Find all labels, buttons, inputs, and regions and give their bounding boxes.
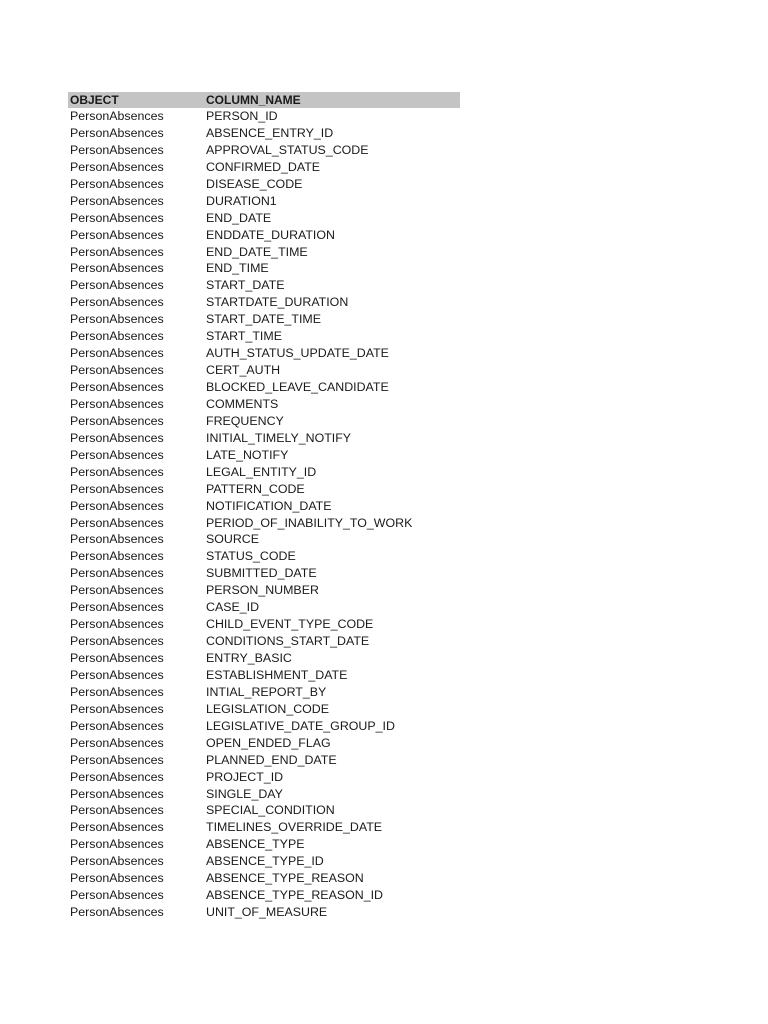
table-row	[68, 786, 460, 803]
table-row	[68, 260, 460, 277]
table-row	[68, 599, 460, 616]
cell-column-name: PLANNED_END_DATE	[206, 752, 337, 767]
cell-object: PersonAbsences	[70, 701, 164, 716]
table-header-row	[68, 92, 460, 108]
cell-object: PersonAbsences	[70, 413, 164, 428]
table-row	[68, 887, 460, 904]
cell-object: PersonAbsences	[70, 312, 164, 327]
cell-column-name: SUBMITTED_DATE	[206, 566, 317, 581]
cell-object: PersonAbsences	[70, 396, 164, 411]
cell-column-name: START_DATE_TIME	[206, 312, 321, 327]
table-row	[68, 819, 460, 836]
cell-column-name: APPROVAL_STATUS_CODE	[206, 142, 369, 157]
cell-column-name: INTIAL_REPORT_BY	[206, 684, 327, 699]
cell-column-name: AUTH_STATUS_UPDATE_DATE	[206, 346, 389, 361]
cell-column-name: PERIOD_OF_INABILITY_TO_WORK	[206, 515, 413, 530]
cell-column-name: DURATION1	[206, 193, 277, 208]
cell-column-name: UNIT_OF_MEASURE	[206, 905, 328, 920]
cell-column-name: TIMELINES_OVERRIDE_DATE	[206, 820, 383, 835]
cell-object: PersonAbsences	[70, 684, 164, 699]
cell-object: PersonAbsences	[70, 295, 164, 310]
cell-object: PersonAbsences	[70, 329, 164, 344]
cell-object: PersonAbsences	[70, 227, 164, 242]
cell-column-name: ABSENCE_TYPE	[206, 837, 305, 852]
cell-object: PersonAbsences	[70, 735, 164, 750]
cell-column-name: BLOCKED_LEAVE_CANDIDATE	[206, 380, 389, 394]
table-row	[68, 108, 460, 125]
cell-object: PersonAbsences	[70, 464, 164, 479]
table-row	[68, 836, 460, 853]
cell-object: PersonAbsences	[70, 617, 164, 632]
table-row	[68, 548, 460, 565]
table-row	[68, 447, 460, 464]
header-column-name: COLUMN_NAME	[206, 93, 301, 107]
cell-column-name: INITIAL_TIMELY_NOTIFY	[206, 430, 352, 445]
cell-object: PersonAbsences	[70, 125, 164, 140]
cell-object: PersonAbsences	[70, 566, 164, 581]
cell-column-name: PROJECT_ID	[206, 769, 284, 784]
cell-column-name: ABSENCE_TYPE_ID	[206, 854, 324, 869]
table-row	[68, 531, 460, 548]
table-row	[68, 802, 460, 819]
cell-object: PersonAbsences	[70, 718, 164, 733]
cell-object: PersonAbsences	[70, 380, 164, 394]
table-row	[68, 718, 460, 735]
cell-object: PersonAbsences	[70, 583, 164, 598]
table-row	[68, 853, 460, 870]
cell-column-name: ABSENCE_ENTRY_ID	[206, 125, 334, 140]
table-row	[68, 565, 460, 582]
cell-column-name: END_TIME	[206, 261, 269, 276]
cell-object: PersonAbsences	[70, 600, 164, 615]
cell-column-name: COMMENTS	[206, 396, 279, 411]
header-object: OBJECT	[70, 93, 119, 107]
spreadsheet-table	[68, 92, 460, 921]
table-row	[68, 142, 460, 159]
table-row	[68, 752, 460, 769]
cell-column-name: LEGAL_ENTITY_ID	[206, 464, 317, 479]
table-row	[68, 362, 460, 379]
cell-object: PersonAbsences	[70, 752, 164, 767]
cell-column-name: SINGLE_DAY	[206, 786, 283, 801]
table-row	[68, 210, 460, 227]
cell-column-name: SPECIAL_CONDITION	[206, 803, 335, 818]
cell-column-name: LATE_NOTIFY	[206, 447, 289, 462]
cell-object: PersonAbsences	[70, 888, 164, 903]
table-row	[68, 328, 460, 345]
cell-object: PersonAbsences	[70, 363, 164, 378]
cell-object: PersonAbsences	[70, 820, 164, 835]
table-row	[68, 430, 460, 447]
cell-object: PersonAbsences	[70, 430, 164, 445]
table-row	[68, 769, 460, 786]
cell-column-name: CONFIRMED_DATE	[206, 159, 321, 174]
cell-object: PersonAbsences	[70, 261, 164, 276]
cell-column-name: SOURCE	[206, 532, 260, 547]
table-row	[68, 633, 460, 650]
table-row	[68, 396, 460, 413]
table-body	[68, 108, 460, 921]
cell-object: PersonAbsences	[70, 447, 164, 462]
cell-column-name: START_DATE	[206, 278, 285, 293]
cell-object: PersonAbsences	[70, 176, 164, 191]
cell-object: PersonAbsences	[70, 667, 164, 682]
table-row	[68, 616, 460, 633]
cell-column-name: OPEN_ENDED_FLAG	[206, 735, 331, 750]
table-row	[68, 379, 460, 396]
table-row	[68, 735, 460, 752]
table-row	[68, 244, 460, 261]
table-row	[68, 125, 460, 142]
cell-column-name: ESTABLISHMENT_DATE	[206, 667, 348, 682]
cell-object: PersonAbsences	[70, 481, 164, 496]
cell-object: PersonAbsences	[70, 193, 164, 208]
table-row	[68, 481, 460, 498]
table-row	[68, 345, 460, 362]
cell-column-name: CHILD_EVENT_TYPE_CODE	[206, 617, 374, 632]
table-row	[68, 294, 460, 311]
cell-object: PersonAbsences	[70, 210, 164, 225]
table-row	[68, 159, 460, 176]
cell-column-name: CERT_AUTH	[206, 363, 281, 378]
cell-column-name: PERSON_ID	[206, 109, 278, 123]
cell-object: PersonAbsences	[70, 854, 164, 869]
cell-object: PersonAbsences	[70, 159, 164, 174]
cell-column-name: STARTDATE_DURATION	[206, 295, 349, 310]
table-row	[68, 498, 460, 515]
table-row	[68, 667, 460, 684]
cell-object: PersonAbsences	[70, 532, 164, 547]
cell-object: PersonAbsences	[70, 549, 164, 564]
cell-object: PersonAbsences	[70, 769, 164, 784]
table-row	[68, 413, 460, 430]
cell-column-name: END_DATE	[206, 210, 272, 225]
table-row	[68, 515, 460, 532]
cell-object: PersonAbsences	[70, 651, 164, 665]
table-row	[68, 176, 460, 193]
cell-object: PersonAbsences	[70, 837, 164, 852]
cell-column-name: ENDDATE_DURATION	[206, 227, 335, 242]
cell-object: PersonAbsences	[70, 515, 164, 530]
table-row	[68, 311, 460, 328]
cell-object: PersonAbsences	[70, 634, 164, 649]
cell-object: PersonAbsences	[70, 244, 164, 259]
cell-column-name: NOTIFICATION_DATE	[206, 498, 332, 513]
table-row	[68, 870, 460, 887]
table-row	[68, 582, 460, 599]
cell-column-name: CONDITIONS_START_DATE	[206, 634, 370, 649]
table-row	[68, 684, 460, 701]
cell-column-name: DISEASE_CODE	[206, 176, 303, 191]
cell-column-name: LEGISLATION_CODE	[206, 701, 330, 716]
cell-object: PersonAbsences	[70, 498, 164, 513]
cell-column-name: END_DATE_TIME	[206, 244, 308, 259]
table-row	[68, 193, 460, 210]
cell-column-name: ENTRY_BASIC	[206, 651, 292, 665]
table-row	[68, 701, 460, 718]
cell-column-name: ABSENCE_TYPE_REASON_ID	[206, 888, 383, 903]
table-row	[68, 650, 460, 667]
cell-column-name: CASE_ID	[206, 600, 260, 615]
cell-column-name: LEGISLATIVE_DATE_GROUP_ID	[206, 718, 395, 733]
table-row	[68, 904, 460, 921]
cell-column-name: PERSON_NUMBER	[206, 583, 319, 598]
cell-object: PersonAbsences	[70, 109, 164, 123]
cell-column-name: STATUS_CODE	[206, 549, 296, 564]
cell-object: PersonAbsences	[70, 803, 164, 818]
cell-object: PersonAbsences	[70, 278, 164, 293]
cell-object: PersonAbsences	[70, 786, 164, 801]
cell-column-name: START_TIME	[206, 329, 282, 344]
cell-column-name: PATTERN_CODE	[206, 481, 305, 496]
table-row	[68, 464, 460, 481]
cell-object: PersonAbsences	[70, 871, 164, 886]
cell-column-name: FREQUENCY	[206, 413, 284, 428]
cell-column-name: ABSENCE_TYPE_REASON	[206, 871, 364, 886]
cell-object: PersonAbsences	[70, 346, 164, 361]
cell-object: PersonAbsences	[70, 905, 164, 920]
table-row	[68, 277, 460, 294]
cell-object: PersonAbsences	[70, 142, 164, 157]
table-row	[68, 227, 460, 244]
